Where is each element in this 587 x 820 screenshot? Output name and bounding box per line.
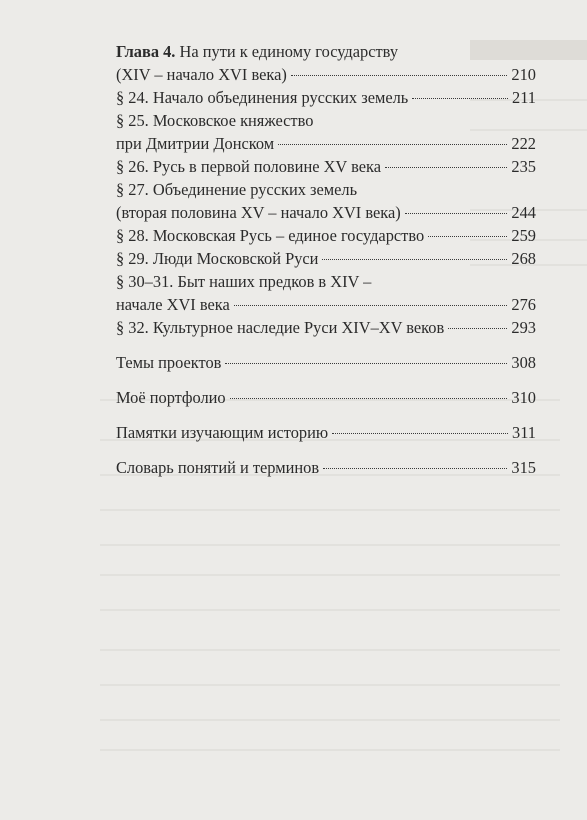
dot-leader	[234, 305, 508, 306]
dot-leader	[230, 398, 508, 399]
toc-entry-section-32[interactable]	[116, 316, 536, 339]
entry-title: Словарь понятий и терминов	[116, 458, 320, 477]
toc-entry-glossary[interactable]	[116, 456, 536, 479]
toc-entry-section-25[interactable]	[116, 109, 536, 155]
entry-title: § 29. Люди Московской Руси	[116, 249, 319, 268]
page-number: 210	[511, 65, 536, 84]
dot-leader	[291, 75, 508, 76]
table-of-contents	[116, 40, 536, 479]
dot-leader	[332, 433, 508, 434]
entry-title: § 25. Московское княжество	[116, 111, 314, 130]
entry-title-continued: при Дмитрии Донском	[116, 134, 275, 153]
dot-leader	[428, 236, 507, 237]
page-number: 308	[511, 353, 536, 372]
dot-leader	[448, 328, 507, 329]
dot-leader	[322, 259, 507, 260]
chapter-label: Глава 4.	[116, 42, 176, 61]
entry-title: § 26. Русь в первой половине XV века	[116, 157, 381, 176]
entry-title: § 24. Начало объединения русских земель	[116, 88, 409, 107]
dot-leader	[278, 144, 507, 145]
dot-leader	[385, 167, 507, 168]
dot-leader	[405, 213, 508, 214]
toc-entry-section-27[interactable]	[116, 178, 536, 224]
page-number: 310	[511, 388, 536, 407]
entry-title-continued: начале XVI века	[116, 295, 230, 314]
page-number: 235	[511, 157, 536, 176]
entry-title: § 30–31. Быт наших предков в XIV –	[116, 272, 372, 291]
entry-title: Моё портфолио	[116, 388, 226, 407]
chapter-title: На пути к единому государству	[179, 42, 399, 61]
toc-entry-section-24[interactable]	[116, 86, 536, 109]
toc-entry-section-28[interactable]	[116, 224, 536, 247]
page-number: 315	[511, 458, 536, 477]
toc-entry-section-30-31[interactable]	[116, 270, 536, 316]
dot-leader	[323, 468, 507, 469]
page-number: 259	[511, 226, 536, 245]
toc-entry-chapter-4[interactable]	[116, 40, 536, 86]
page-number: 311	[512, 423, 536, 442]
toc-entry-projects[interactable]	[116, 351, 536, 374]
toc-entry-section-26[interactable]	[116, 155, 536, 178]
entry-title: § 28. Московская Русь – единое государство	[116, 226, 425, 245]
entry-title: Памятки изучающим историю	[116, 423, 329, 442]
page-number: 276	[511, 295, 536, 314]
chapter-heading	[116, 40, 536, 63]
entry-title-continued: (вторая половина XV – начало XVI века)	[116, 203, 401, 222]
dot-leader	[412, 98, 508, 99]
dot-leader	[225, 363, 507, 364]
page-number: 244	[511, 203, 536, 222]
entry-title: § 32. Культурное наследие Руси XIV–XV веков	[116, 318, 445, 337]
toc-entry-memo[interactable]	[116, 421, 536, 444]
page-number: 211	[512, 88, 536, 107]
toc-entry-portfolio[interactable]	[116, 386, 536, 409]
entry-title: Темы проектов	[116, 353, 222, 372]
toc-entry-section-29[interactable]	[116, 247, 536, 270]
chapter-subtitle: (XIV – начало XVI века)	[116, 65, 287, 84]
page-number: 268	[511, 249, 536, 268]
entry-title: § 27. Объединение русских земель	[116, 180, 358, 199]
page-number: 293	[511, 318, 536, 337]
page-number: 222	[511, 134, 536, 153]
